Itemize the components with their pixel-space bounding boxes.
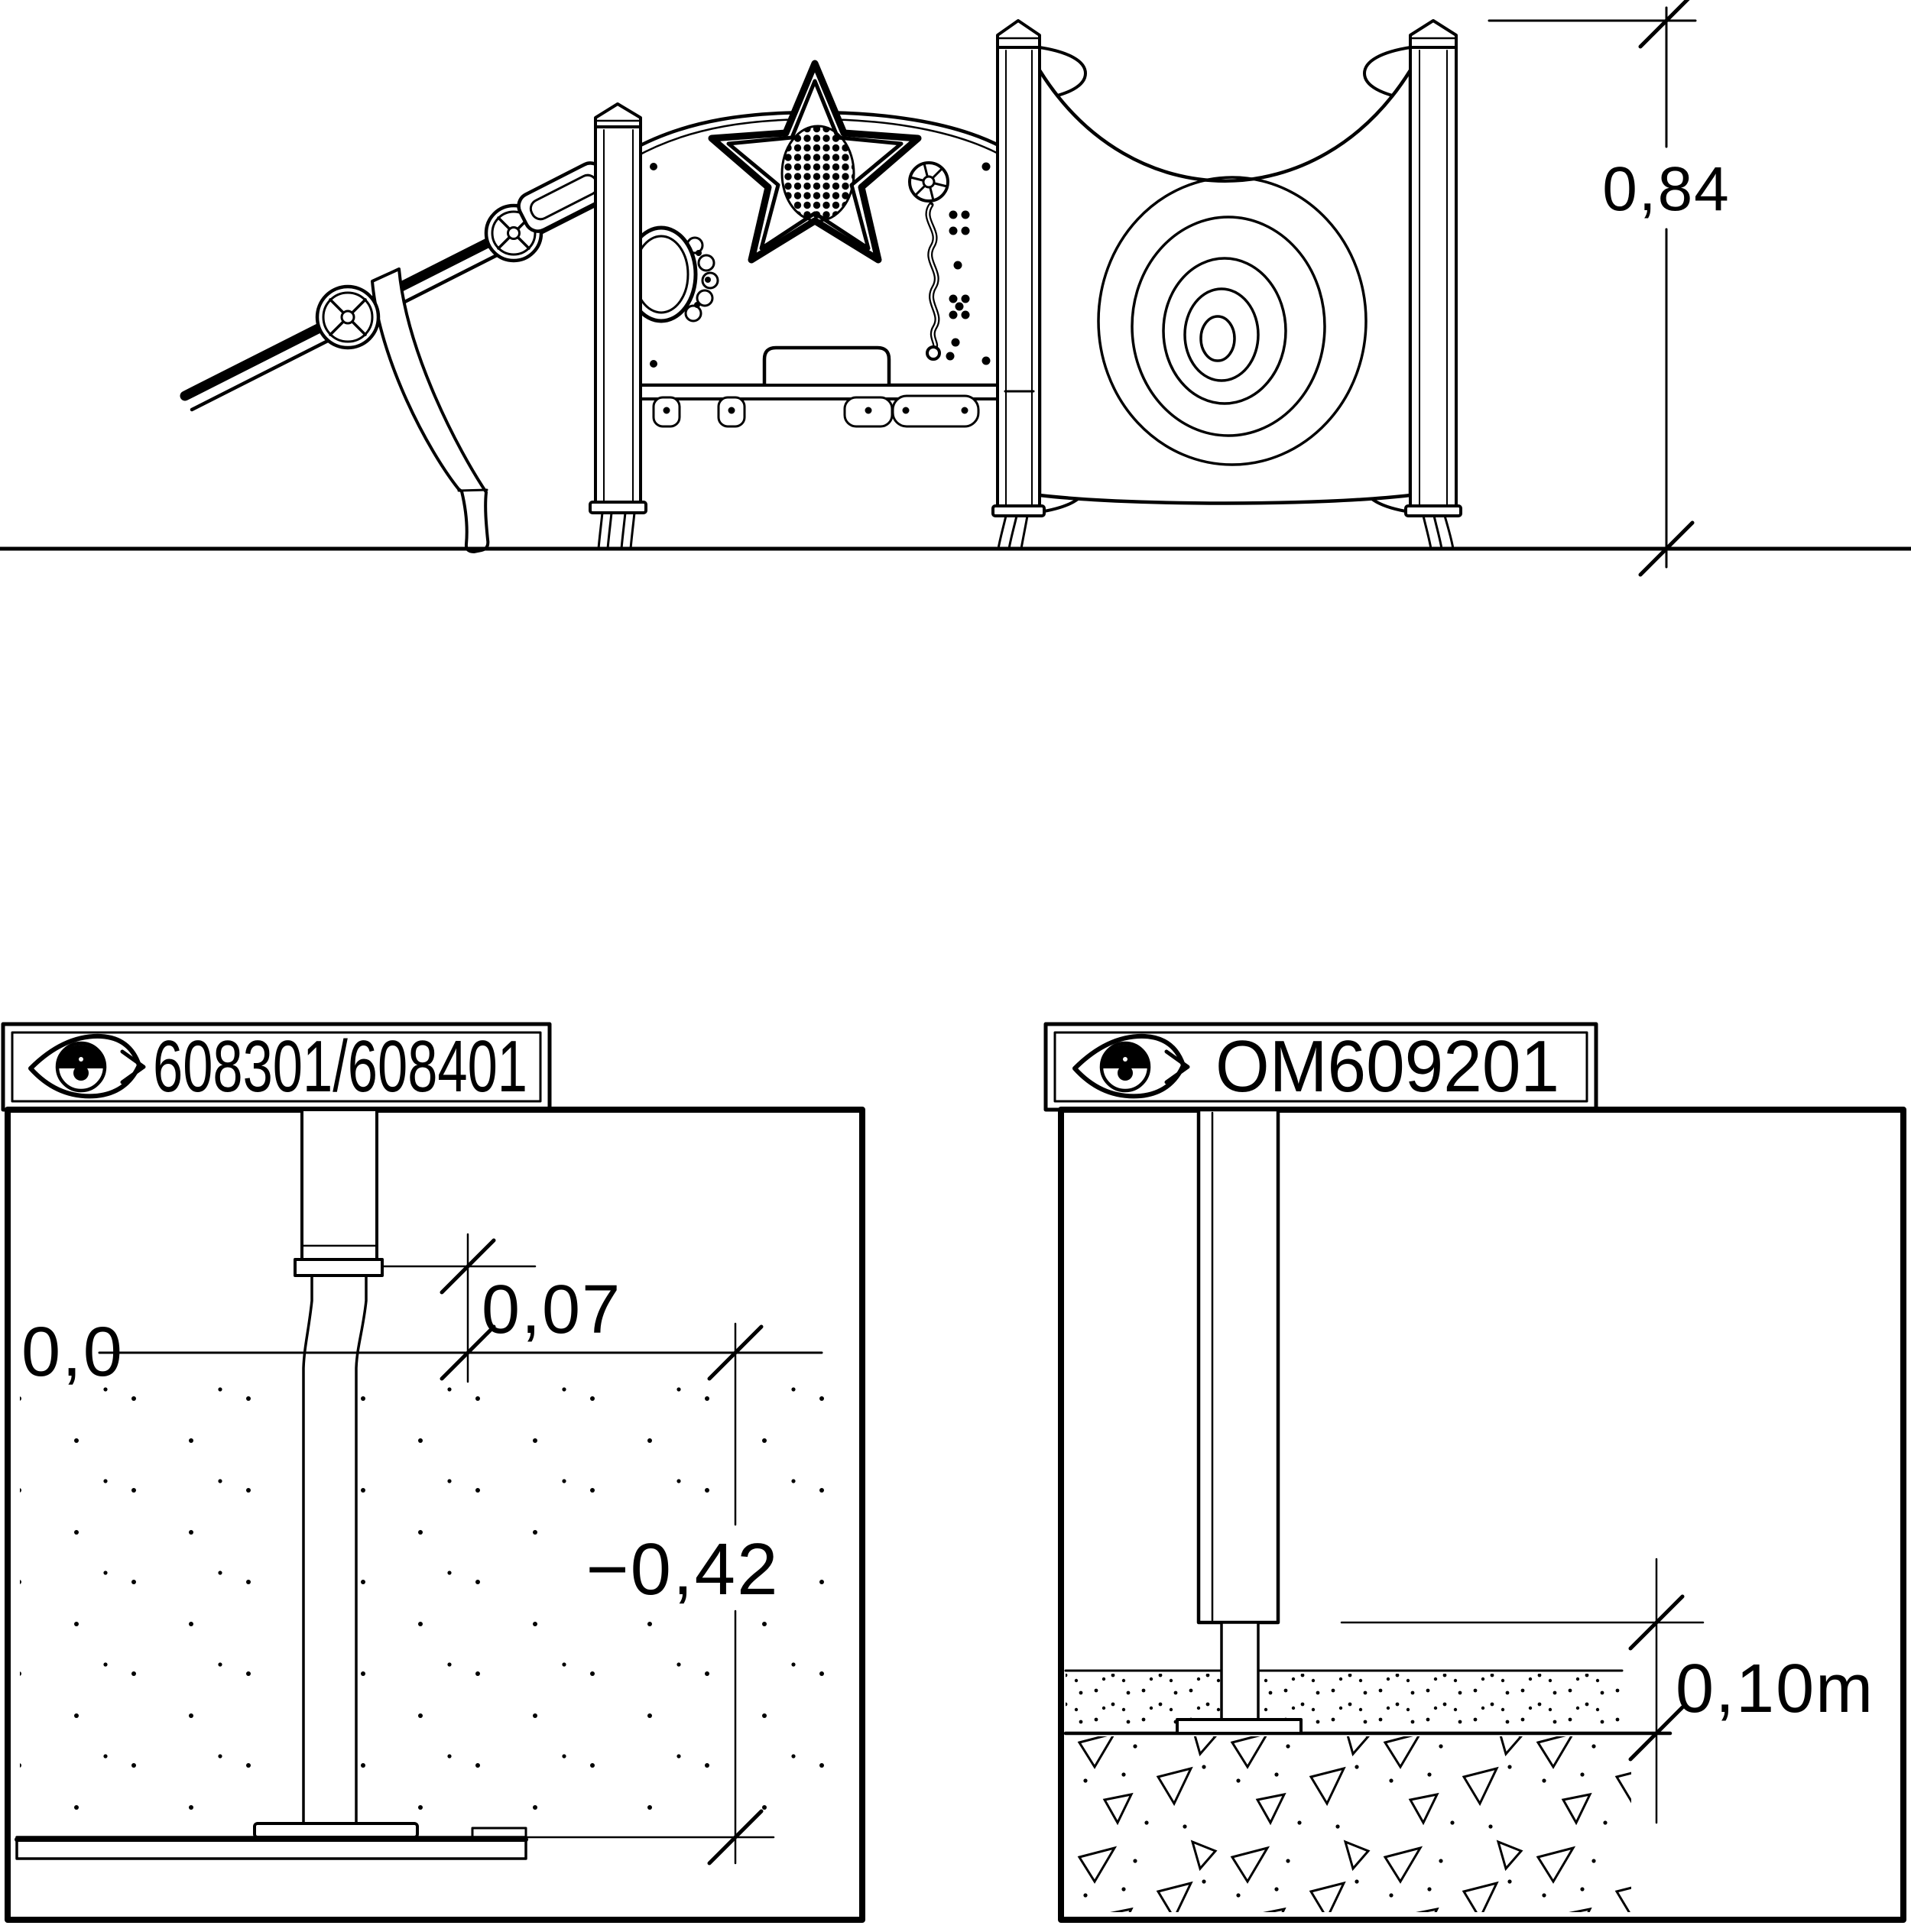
post-cap [595, 104, 641, 127]
post-middle [590, 104, 646, 549]
depth-label-left: −0,42 [586, 1528, 780, 1610]
ramp-leg [372, 269, 488, 552]
climbing-ramp [185, 159, 616, 552]
post-left [993, 21, 1044, 549]
footing [17, 1823, 526, 1859]
post-foot [993, 506, 1044, 516]
base-plate [1177, 1720, 1301, 1733]
anchor-pin [1222, 1622, 1258, 1722]
floor-bar [616, 385, 1018, 426]
detail-left [3, 1024, 862, 1920]
ground-level-label: 0,0 [21, 1313, 124, 1391]
elevation-drawing [0, 0, 1911, 575]
post-cap [1410, 21, 1456, 47]
spinner-wheel-low [317, 287, 378, 348]
depth-label-right: 0,10m [1676, 1651, 1875, 1727]
detail-right-tag: OM609201 [1215, 1026, 1559, 1107]
post-foot [590, 502, 646, 513]
crank-wheel [910, 163, 948, 201]
detail-left-tag: 608301/608401 [153, 1026, 527, 1107]
speaker-hole-grid [782, 126, 854, 221]
post-foot [1406, 506, 1461, 516]
post-cap [998, 21, 1040, 47]
ramp-leg-joint [459, 490, 487, 491]
height-dimension [1489, 0, 1731, 575]
activity-panel [615, 63, 1018, 426]
target-panel-body [1040, 70, 1410, 504]
detail-right-tag-plate [1046, 1024, 1596, 1110]
detail-right [1046, 1024, 1903, 1920]
surface-post [1177, 1110, 1301, 1733]
post-collar [295, 1259, 382, 1276]
base-plate [255, 1823, 417, 1837]
target-panel [1040, 47, 1410, 512]
detail-left-tag-plate [3, 1024, 550, 1110]
elevation-height-label: 0,84 [1602, 154, 1731, 224]
sand-layer [1066, 1674, 1622, 1730]
post-right [1406, 21, 1461, 549]
gravel-layer [1066, 1736, 1631, 1912]
offset-label: 0,07 [482, 1272, 622, 1348]
